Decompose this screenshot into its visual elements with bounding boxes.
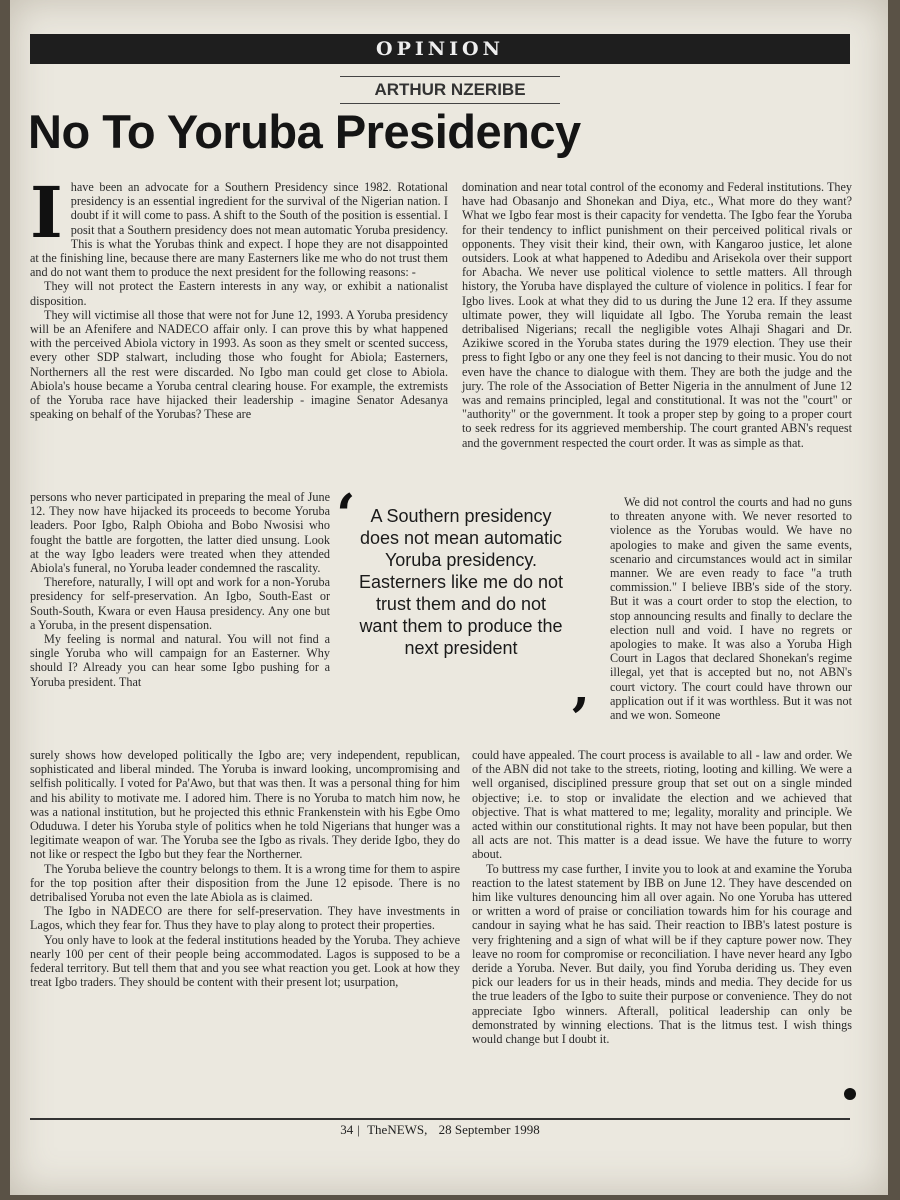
footer-rule xyxy=(30,1118,850,1120)
paragraph: Therefore, naturally, I will opt and work for a non-Yoruba presidency for self-preservation. An Igbo, South-East or South-South, Kwara or even Hausa presidency. Any one but a Yoruba, in the present dispensation. xyxy=(30,575,330,632)
paragraph xyxy=(30,171,448,280)
publication-name: TheNEWS, xyxy=(367,1122,428,1137)
close-quote-mark: ’ xyxy=(570,686,590,752)
drop-cap: I xyxy=(30,171,63,254)
column-5 xyxy=(30,748,460,989)
paragraph: You only have to look at the federal institutions headed by the Yoruba. They achieve nearly 100 per cent of their people being accommodated. Lagos is supposed to be a federal territory. But tell them that and you see what reaction you get. Look at how they treat Igbo traders. They should be content with their present lot; usurpation, xyxy=(30,932,460,990)
paragraph: We did not control the courts and had no guns to threaten anyone with. We never resorted to violence as the Yorubas would. We have no apologies to make and given the same events, scenario and circumstances would act in similar manner. We are even ready to face "a truth commission." I believe IBB's side of the story. But it was a court order to stop the election, to stop announcing results and finally to declare the election null and void. I have no regrets or apologies to make. It was also a Yoruba High Court in Lagos that declared Shonekan's regime illegal, yet that is accepted but no, not ABN's court victory. The court could have thrown our application out if it was worthless. But it was not and we won. Someone xyxy=(610,495,852,723)
paragraph: My feeling is normal and natural. You will not find a single Yoruba who will campaign for an Easterner. Why should I? Already you can hear some Igbo pushing for a Yoruba president. That xyxy=(30,632,330,689)
column-1 xyxy=(30,171,448,422)
paragraph: The Yoruba believe the country belongs to them. It is a wrong time for them to aspire for the top position after their disposition from the June 12 episode. There is no detribalised Yoruba not even the late Abiola as is claimed. xyxy=(30,861,460,905)
page-footer: 34 | TheNEWS, 28 September 1998 xyxy=(340,1122,540,1137)
newspaper-page xyxy=(10,0,888,1195)
column-4 xyxy=(610,495,852,722)
paragraph: persons who never participated in preparing the meal of June 12. They now have hijacked its proceeds to become Yoruba leaders. Poor Igbo, Ralph Obioha and Bobo Nwosisi who fought the battle are forgotten, the latter died unsung. Look at the way Igbo leaders were treated when they attended Abiola's funeral, no Yoruba leader condemned the rascality. xyxy=(30,490,330,576)
paragraph: They will not protect the Eastern interests in any way, or exhibit a nationalist disposition. xyxy=(30,279,448,308)
paragraph: The Igbo in NADECO are there for self-preservation. They have investments in Lagos, which they fear for. Thus they have to play along to protect their properties. xyxy=(30,904,460,933)
paragraph: They will victimise all those that were not for June 12, 1993. A Yoruba presidency will be an Afenifere and NADECO affair only. I can prove this by what happened with the perceived Abiola victory in 1993. As soon as they smelt or scented success, every other SDP stalwart, including those who fought for Abiola; Easterners, Northerners all the rest were discarded. No Igbo man could get close to Abiola. Abiola's house became a Yoruba central clearing house. For example, the extremists of the Yoruba race have hijacked their leadership - imagine Senator Adesanya speaking on behalf of the Yorubas? These are xyxy=(30,307,448,422)
page-number: 34 xyxy=(340,1122,354,1137)
pull-quote: A Southern presidency does not mean automatic Yoruba presidency. Easterners like me do not trust them and do not want them to produce the next president xyxy=(358,506,564,658)
paragraph-text: have been an advocate for a Southern Presidency since 1982. Rotational presidency is an essential ingredient for the survival of the Nigerian nation. I doubt if it will come to pass. A shift to the South of the position is essential. I posit that a Southern presidency does not mean automatic Yoruba presidency. This is what the Yorubas think and expect. I hope they are not disappointed at the finishing line, because there are many Easterners like me who do not trust them and do not want them to produce the next president for the following reasons: - xyxy=(30,180,448,280)
column-3 xyxy=(30,490,330,689)
column-2 xyxy=(462,180,852,450)
section-banner: OPINION xyxy=(30,34,850,64)
paragraph: To buttress my case further, I invite you to look at and examine the Yoruba reaction to the latest statement by IBB on June 12. They have descended on him like vultures denouncing him all over again. No one Yoruba has uttered or written a word of praise or conciliation towards him for his courage and candour in saying what he has said. Their reaction to IBB's latest posture is very frightening and a sign of what will be if they capture power now. They leave no room for compromise or reconciliation. I have never heard any Igbo deride a Yoruba. Never. But daily, you find Yoruba deriding us. They even pick our leaders for us in their heads, minds and media. They decide for us the true leaders of the Igbo to suite their purpose or convenience. They do not appreciate Igbo winners. Afterall, political leadership can only be demonstrated by winning elections. That is the litmus test. I wish things would change but I doubt it. xyxy=(472,861,852,1047)
paragraph: could have appealed. The court process is available to all - law and order. We of the ABN did not take to the streets, rioting, looting and killing. We were a well organised, disciplined pressure group that set out on a single minded objective; i.e. to stop or invalidate the election and we achieved that objective. That is what mattered to me; legality, morality and principle. We acted within our constitutional rights. It may not have been popular, but then all acts are not. This matter is a dead issue. We have the future to worry about. xyxy=(472,748,852,862)
column-6 xyxy=(472,748,852,1046)
open-quote-mark: ‘ xyxy=(336,482,356,548)
issue-date: 28 September 1998 xyxy=(438,1122,540,1137)
end-of-article-bullet xyxy=(844,1088,856,1100)
paragraph: surely shows how developed politically the Igbo are; very independent, republican, sophisticated and liberal minded. The Yoruba is inward looking, uncompromising and selfish politically. I voted for Pa'Awo, but that was then. It was a personal thing for him and his ability to motivate me. I adored him. There is no Yoruba to match him now, he was a national institution, but he projected this ethnic Frankenstein with his Egbe Omo Oduduwa. I deter his Yoruba style of politics when he told Nigerians that hunger was a legitimate weapon of war. The Yoruba see the Igbo as rivals. They deride Igbo, they do not like or respect the Igbo but they fear the Northerner. xyxy=(30,748,460,862)
author-byline: ARTHUR NZERIBE xyxy=(340,76,560,104)
headline: No To Yoruba Presidency xyxy=(28,105,581,158)
paragraph: domination and near total control of the economy and Federal institutions. They have had Obasanjo and Shonekan and Diya, etc., What more do they want? What we Igbo fear most is their capacity for vendetta. The Igbo fear the Yoruba for their tendency to inflict punishment on their perceived political rivals or opponents. They visit their kind, their own, with Kangaroo justice, let alone outsiders. Look at what happened to Adedibu and Arisekola over their support for Abacha. We never use political violence to settle matters. All through history, the Yoruba have displayed the culture of violence in politics. I fear for Igbo lives. Look at what they did to us during the June 12 era. If they assume ultimate power, they will liquidate all Igbo. The Yoruba remain the least detribalised Nigerians; recall the negligible votes Alhaji Shagari and Dr. Azikiwe scored in the Yoruba states during the 1979 election. They use their press to fight Igbo or any one they feel is not dancing to their music. You do not even have the chance to dialogue with them. They are both the judge and the jury. The role of the Association of Better Nigeria in the annulment of June 12 was and remains principled, legal and constitutional. It was not the "court" or "authority" or the government. It took a proper step by going to a proper court to seek redress for its aggrieved membership. The court granted ABN's request and the government respected the court order. It was as simple as that. xyxy=(462,180,852,450)
